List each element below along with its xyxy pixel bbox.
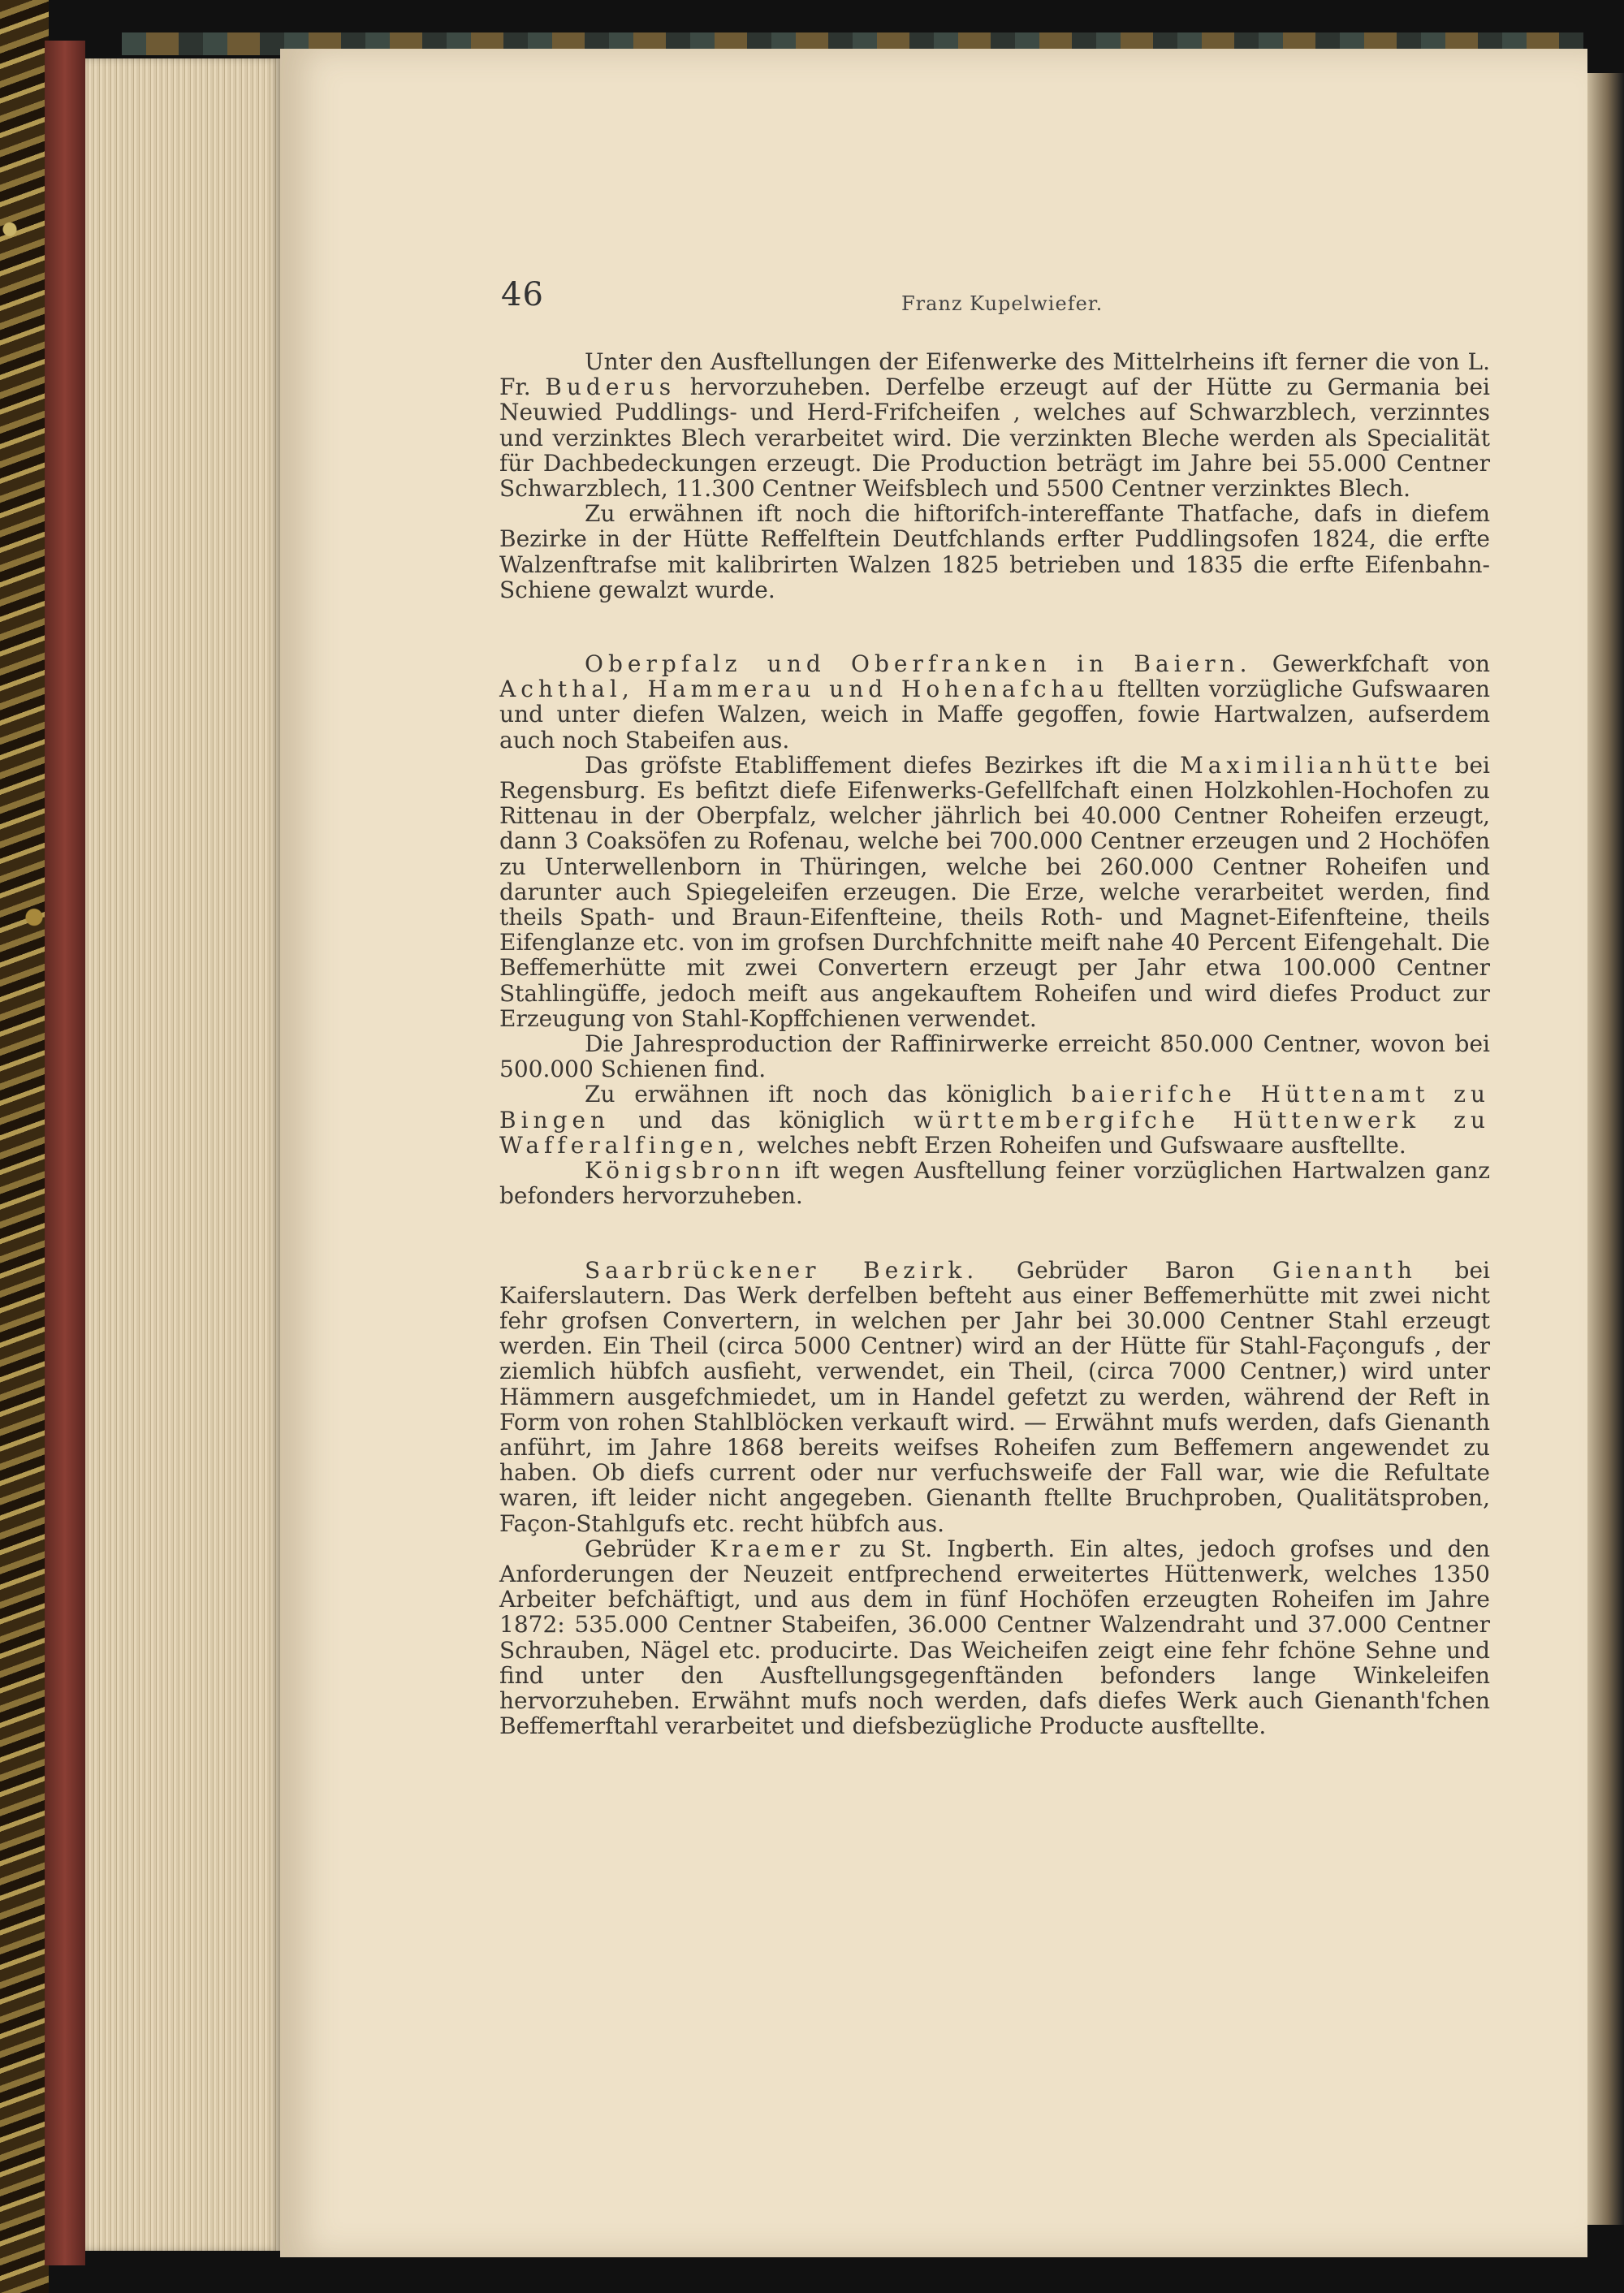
paragraph bbox=[499, 1082, 1490, 1158]
leather-spine bbox=[45, 41, 85, 2265]
body-text bbox=[499, 349, 1490, 1738]
text-run: ftellten vorzügliche Gufswaaren und unter diefen Walzen, weich in Maffe gegoffen, fowie Hartwalzen, aufserdem auch noch Stabeifen aus. bbox=[499, 676, 1491, 754]
running-head: Franz Kupelwiefer. bbox=[901, 292, 1104, 315]
page-stack-edge bbox=[85, 58, 280, 2251]
paragraph bbox=[499, 1536, 1490, 1739]
text-run: welches nebft Erzen Roheifen und Gufswaare ausftellte. bbox=[749, 1131, 1406, 1159]
text-run: bei Regensburg. Es befitzt diefe Eifenwerks-Gefellfchaft einen Holzkohlen-Hochofen zu Rittenau in der Oberpfalz, welcher jährlich bei 40.000 Centner Roheifen erzeugt, dann 3 Coaksöfen zu Rofenau, welche bei 700.000 Centner erzeugen und 2 Hochöfen zu Unterwellenborn in Thüringen, welche bei 260.000 Centner Roheifen und darunter auch Spiegeleifen erzeugen. Die Erze, welche verarbeitet werden, find theils Spath- und Braun-Eifenfteine, theils Roth- und Magnet-Eifenfteine, theils Eifenglanze etc. von im grofsen Durchfchnitte meift nahe 40 Percent Eifengehalt. Die Beffemerhütte mit zwei Convertern erzeugt per Jahr etwa 100.000 Centner Stahlingüffe, jedoch meift aus angekauftem Roheifen und wird diefes Product zur Erzeugung von Stahl-Kopffchienen verwendet. bbox=[499, 751, 1490, 1032]
spaced-emphasis: baierifche Hüttenamt zu Bingen bbox=[499, 1081, 1490, 1134]
spaced-emphasis: Königsbronn bbox=[585, 1157, 785, 1185]
spaced-emphasis: Saarbrückener Bezirk. bbox=[585, 1256, 979, 1284]
spaced-emphasis: Achthal, Hammerau und Hohenafchau bbox=[499, 676, 1109, 703]
text-run: ift wegen Ausftellung feiner vorzüglichen Hartwalzen ganz befonders hervorzuheben. bbox=[499, 1157, 1490, 1210]
spaced-emphasis: Gienanth bbox=[1272, 1256, 1417, 1284]
text-run: Gewerkfchaft von bbox=[1251, 650, 1490, 678]
text-run: Zu erwähnen ift noch das königlich bbox=[585, 1081, 1072, 1108]
spaced-emphasis: Kraemer bbox=[710, 1535, 845, 1562]
text-run: und das königlich bbox=[610, 1106, 914, 1134]
text-run: bei Kaiferslautern. Das Werk derfelben befteht aus einer Beffemerhütte mit zwei nicht fehr grofsen Convertern, in welchen per Jahr bei 30.000 Centner Stahl erzeugt werden. Ein Theil (circa 5000 Centner) wird an der Hütte für Stahl-Façongufs , der ziemlich hübfch ausfieht, verwendet, ein Theil, (circa 7000 Centner,) wird unter Hämmern ausgefchmiedet, um in Handel gefetzt zu werden, während der Reft in Form von rohen Stahlblöcken verkauft wird. — Erwähnt mufs werden, dafs Gienanth anführt, im Jahre 1868 bereits weifses Roheifen zum Beffemern angewendet zu haben. Ob diefs current oder nur verfuchsweife der Fall war, wie die Refultate waren, ift leider nicht angegeben. Gienanth ftellte Bruchproben, Qualitätsproben, Façon-Stahlgufs etc. recht hübfch aus. bbox=[499, 1256, 1490, 1537]
paragraph bbox=[499, 501, 1490, 602]
spaced-emphasis: württembergifche Hüttenwerk zu Wafferalfingen, bbox=[499, 1106, 1490, 1159]
paragraph bbox=[499, 753, 1490, 1031]
spaced-emphasis: Buderus bbox=[545, 374, 676, 401]
text-run: Gebrüder bbox=[585, 1535, 710, 1562]
page-number: 46 bbox=[501, 276, 544, 313]
paragraph bbox=[499, 651, 1490, 753]
text-run: Zu erwähnen ift noch die hiftorifch-intereffante Thatfache, dafs in diefem Bezirke in der Hütte Reffelftein Deutfchlands erfter Puddlingsofen 1824, die erfte Walzenftrafse mit kalibrirten Walzen 1825 betrieben und 1835 die erfte Eifenbahn-Schiene gewalzt wurde. bbox=[499, 500, 1490, 603]
paragraph bbox=[499, 1158, 1490, 1208]
spaced-emphasis: Maximilianhütte bbox=[1180, 751, 1443, 779]
text-run: hervorzuheben. Derfelbe erzeugt auf der Hütte zu Germania bei Neuwied Puddlings- und Herd-Frifcheifen , welches auf Schwarzblech, verzinntes und verzinktes Blech verarbeitet wird. Die verzinkten Bleche werden als Specialität für Dachbedeckungen erzeugt. Die Production beträgt im Jahre bei 55.000 Centner Schwarzblech, 11.300 Centner Weifsblech und 5500 Centner verzinktes Blech. bbox=[499, 374, 1490, 503]
gutter-shadow bbox=[1583, 73, 1624, 2225]
text-run: zu St. Ingberth. Ein altes, jedoch grofses und den Anforderungen der Neuzeit entfprechend erweitertes Hüttenwerk, welches 1350 Arbeiter befchäftigt, und aus dem in fünf Hochöfen erzeugten Roheifen im Jahre 1872: 535.000 Centner Stabeifen, 36.000 Centner Walzendraht und 37.000 Centner Schrauben, Nägel etc. producirte. Das Weicheifen zeigt eine fehr fchöne Sehne und find unter den Ausftellungsgegenftänden befonders lange Winkeleifen hervorzuheben. Erwähnt mufs noch werden, dafs diefes Werk auch Gienanth'fchen Beffemerftahl verarbeitet und diefsbezügliche Producte ausftellte. bbox=[499, 1535, 1491, 1740]
spaced-emphasis: Oberpfalz und Oberfranken in Baiern. bbox=[585, 650, 1252, 678]
marbled-cover bbox=[0, 0, 49, 2293]
paragraph bbox=[499, 1258, 1490, 1536]
paragraph bbox=[499, 349, 1490, 501]
text-run: Unter den Ausftellungen der Eifenwerke des Mittelrheins ift ferner die von L. Fr. bbox=[499, 348, 1490, 401]
text-run: Die Jahresproduction der Raffinirwerke erreicht 850.000 Centner, wovon bei 500.000 Schienen find. bbox=[499, 1030, 1490, 1083]
text-run: Das gröfste Etabliffement diefes Bezirkes ift die bbox=[585, 751, 1181, 779]
paragraph bbox=[499, 1031, 1490, 1082]
text-run: Gebrüder Baron bbox=[978, 1256, 1272, 1284]
